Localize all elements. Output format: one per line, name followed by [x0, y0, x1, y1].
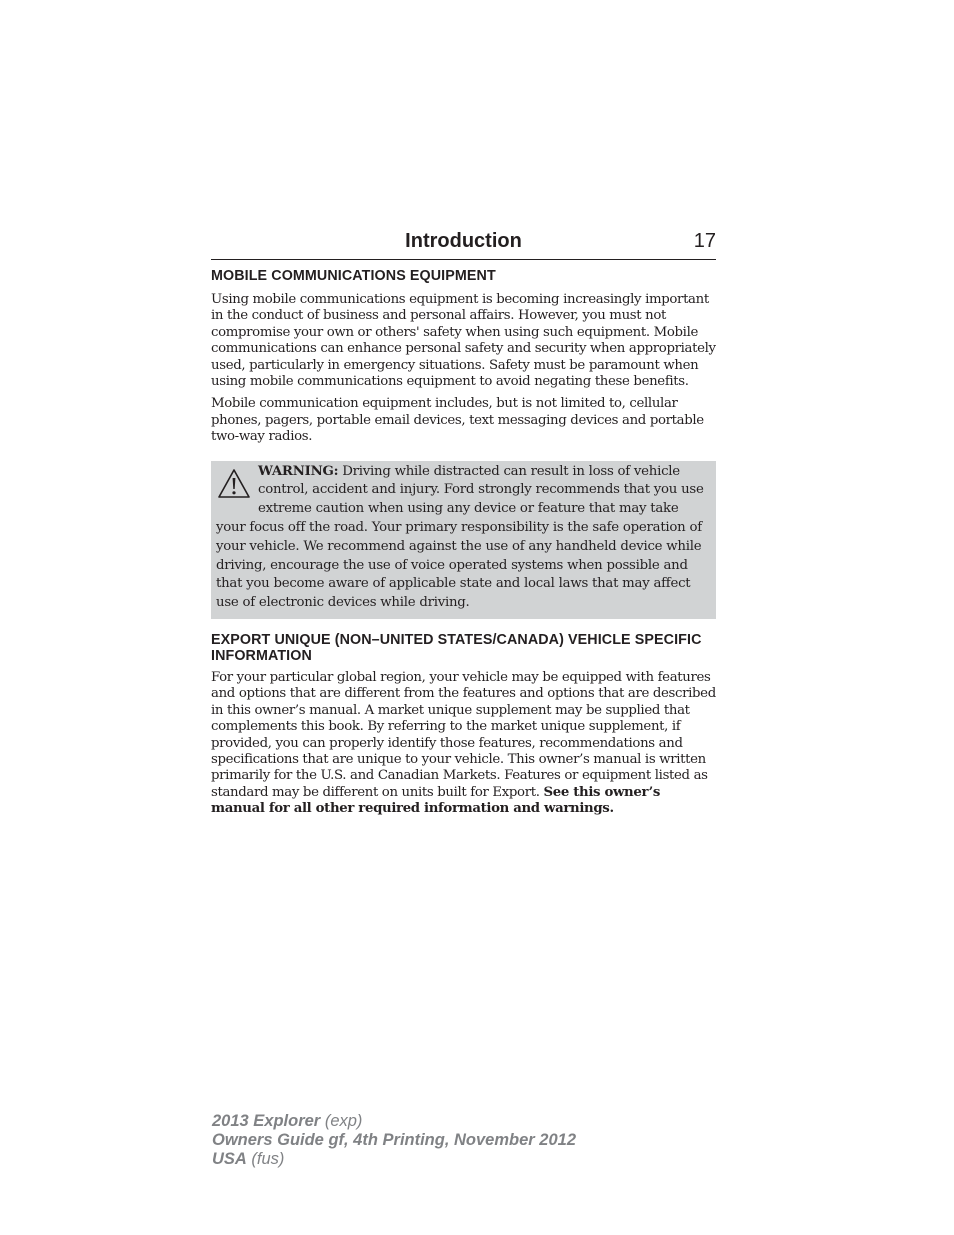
footer-market: USA	[212, 1150, 247, 1168]
mobile-communications-heading: MOBILE COMMUNICATIONS EQUIPMENT	[211, 268, 496, 284]
footer-market-code: (fus)	[246, 1150, 285, 1168]
export-unique-text: For your particular global region, your vehicle may be equipped with features and options that are different from the features and options that are described in this owner’s manual. A market unique supplement may be supplied that complements this book. By referring to the market unique supplement, if provided, you can properly identify those features, recommendations and specifications that are unique to your vehicle. This owner’s manual is written primarily for the U.S. and Canadian Markets. Features or equipment listed as standard may be different on units built for Export.	[211, 670, 716, 800]
page-header	[211, 229, 716, 260]
warning-text	[216, 463, 711, 613]
mobile-communications-paragraph-1: Using mobile communications equipment is becoming increasingly important in the conduct of business and personal affairs. However, you must not compromise your own or others' safety when using such equipment. Mobile communications can enhance personal safety and security when appropriately used, particularly in emergency situations. Safety must be paramount when using mobile communications equipment to avoid negating these benefits.	[211, 292, 716, 390]
footer-model-code: (exp)	[320, 1112, 363, 1130]
footer-line-3	[212, 1150, 576, 1169]
warning-label: WARNING:	[258, 463, 339, 479]
warning-box	[211, 461, 716, 619]
footer-line-1	[212, 1112, 576, 1131]
page-footer	[212, 1112, 576, 1169]
warning-triangle-icon	[216, 466, 252, 504]
section-title: Introduction	[405, 230, 522, 252]
page-number: 17	[693, 230, 716, 252]
warning-body: Driving while distracted can result in loss of vehicle control, accident and injury. Ford strongly recommends that you use extreme caution when using any device or feature that may take your focus off the road. Your primary responsibility is the safe operation of your vehicle. We recommend against the use of any handheld device while driving, encourage the use of voice operated systems when possible and that you become aware of applicable state and local laws that may affect use of electronic devices while driving.	[216, 463, 704, 611]
footer-model: 2013 Explorer	[212, 1112, 321, 1130]
export-unique-paragraph	[211, 670, 716, 818]
export-unique-bold-text: See this owner’s manual for all other required information and warnings.	[211, 784, 661, 817]
footer-line-2: Owners Guide gf, 4th Printing, November 2012	[212, 1131, 576, 1149]
export-unique-heading: EXPORT UNIQUE (NON–UNITED STATES/CANADA) VEHICLE SPECIFIC INFORMATION	[211, 632, 702, 665]
page-content	[211, 268, 716, 818]
mobile-communications-paragraph-2: Mobile communication equipment includes, but is not limited to, cellular phones, pagers, portable email devices, text messaging devices and portable two-way radios.	[211, 396, 704, 445]
